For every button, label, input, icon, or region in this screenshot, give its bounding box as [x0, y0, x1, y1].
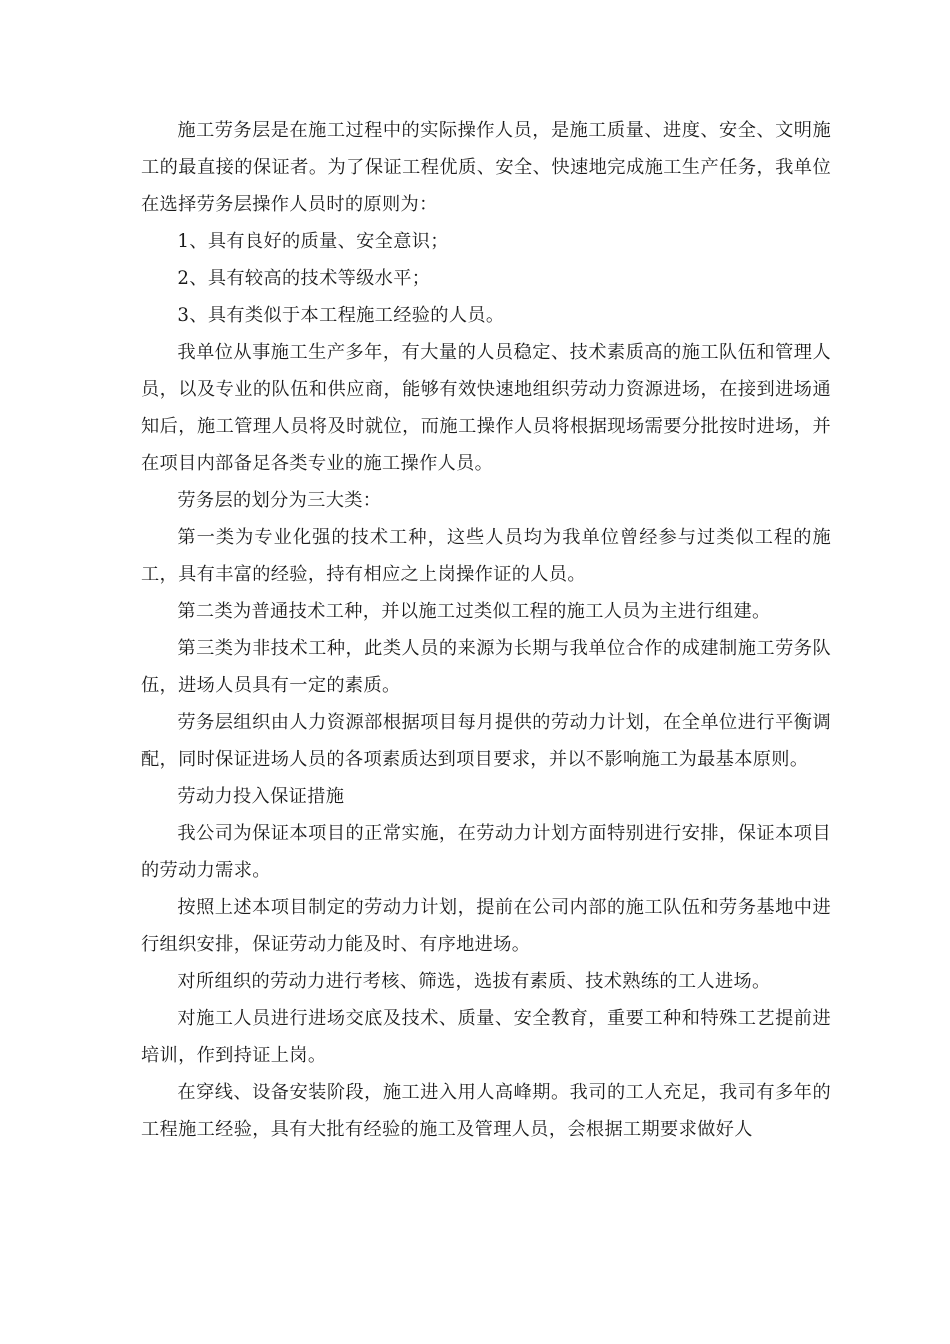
paragraph-class-1: 第一类为专业化强的技术工种，这些人员均为我单位曾经参与过类似工程的施工，具有丰富的经验，持有相应之上岗操作证的人员。	[141, 527, 831, 585]
paragraph-intro: 施工劳务层是在施工过程中的实际操作人员，是施工质量、进度、安全、文明施工的最直接的保证者。为了保证工程优质、安全、快速地完成施工生产任务，我单位在选择劳务层操作人员时的原则为：	[141, 120, 831, 215]
paragraph-class-3: 第三类为非技术工种，此类人员的来源为长期与我单位合作的成建制施工劳务队伍，进场人员具有一定的素质。	[141, 638, 831, 696]
paragraph-measure-5: 在穿线、设备安装阶段，施工进入用人高峰期。我司的工人充足，我司有多年的工程施工经验，具有大批有经验的施工及管理人员，会根据工期要求做好人	[141, 1082, 831, 1140]
document-body	[141, 112, 831, 1148]
paragraph-measure-4: 对施工人员进行进场交底及技术、质量、安全教育，重要工种和特殊工艺提前进培训，作到持证上岗。	[141, 1008, 831, 1066]
paragraph-principle-3: 3、具有类似于本工程施工经验的人员。	[177, 305, 505, 326]
paragraph-principle-2: 2、具有较高的技术等级水平；	[177, 268, 431, 289]
paragraph-measures-heading: 劳动力投入保证措施	[177, 786, 345, 807]
paragraph-measure-2: 按照上述本项目制定的劳动力计划，提前在公司内部的施工队伍和劳务基地中进行组织安排，保证劳动力能及时、有序地进场。	[141, 897, 831, 955]
paragraph-measure-3: 对所组织的劳动力进行考核、筛选，选拔有素质、技术熟练的工人进场。	[177, 971, 771, 992]
paragraph-class-2: 第二类为普通技术工种，并以施工过类似工程的施工人员为主进行组建。	[177, 601, 771, 622]
paragraph-measure-1: 我公司为保证本项目的正常实施，在劳动力计划方面特别进行安排，保证本项目的劳动力需求。	[141, 823, 831, 881]
paragraph-organization: 劳务层组织由人力资源部根据项目每月提供的劳动力计划，在全单位进行平衡调配，同时保证进场人员的各项素质达到项目要求，并以不影响施工为最基本原则。	[141, 712, 831, 770]
paragraph-classification-heading: 劳务层的划分为三大类：	[177, 490, 382, 511]
paragraph-company-experience: 我单位从事施工生产多年，有大量的人员稳定、技术素质高的施工队伍和管理人员，以及专业的队伍和供应商，能够有效快速地组织劳动力资源进场，在接到进场通知后，施工管理人员将及时就位，而施工操作人员将根据现场需要分批按时进场，并在项目内部备足各类专业的施工操作人员。	[141, 342, 831, 474]
paragraph-principle-1: 1、具有良好的质量、安全意识；	[177, 231, 449, 252]
